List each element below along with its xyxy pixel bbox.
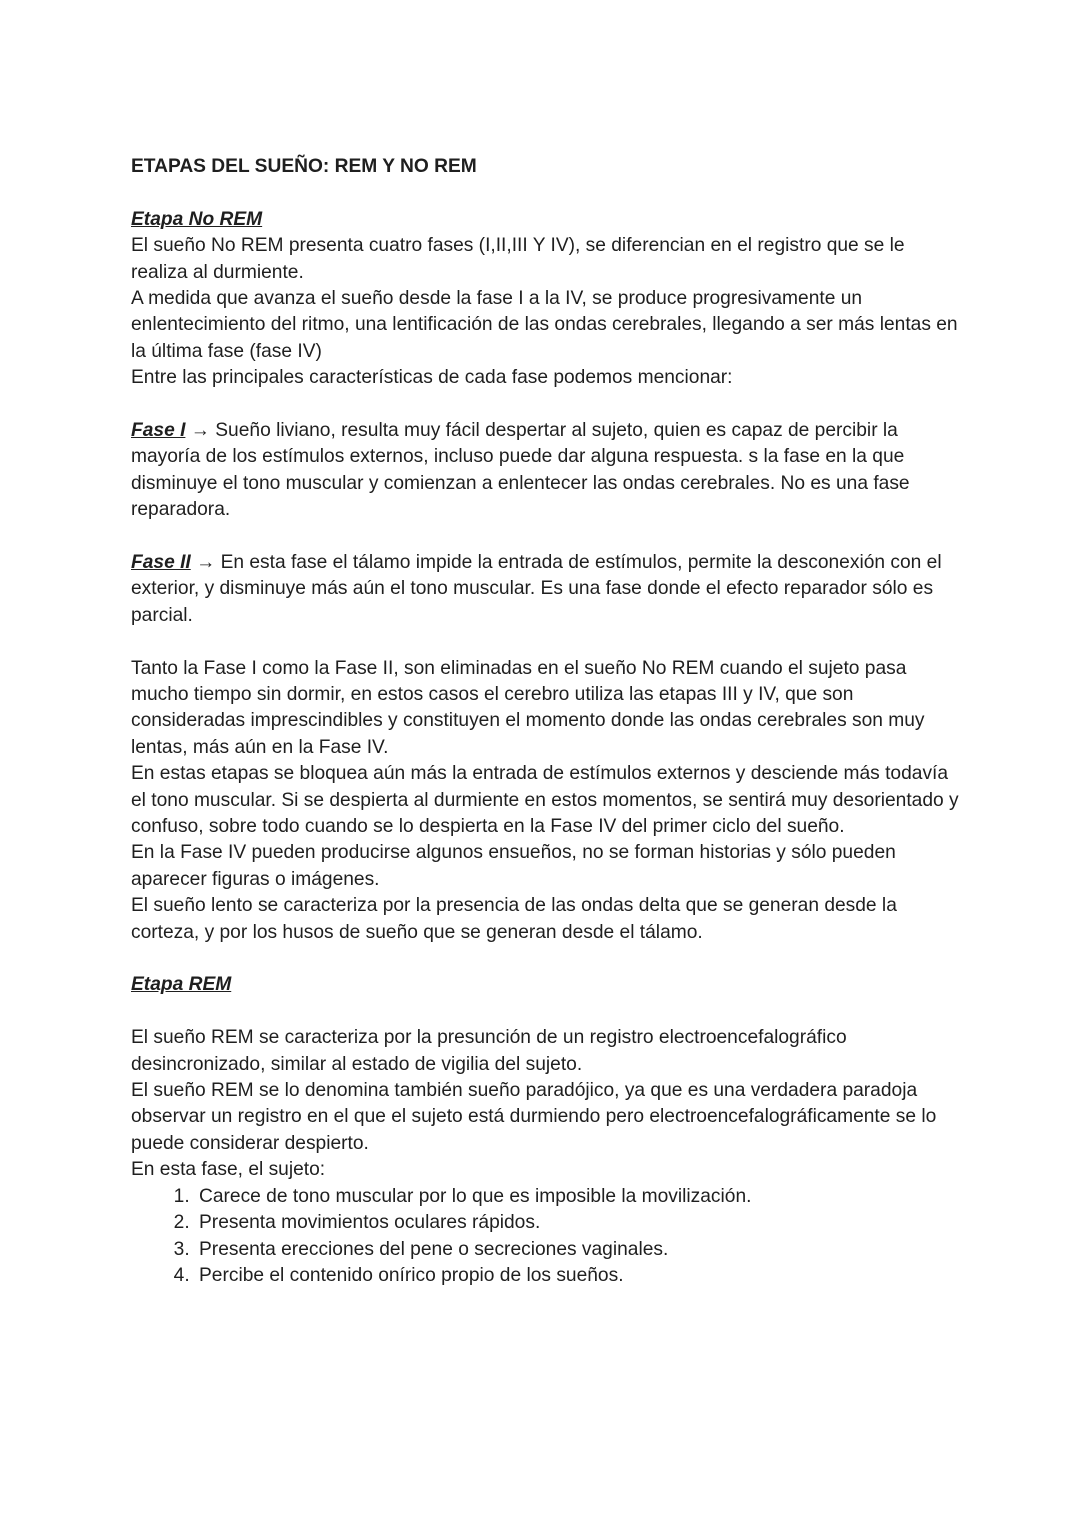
list-item: 4. Percibe el contenido onírico propio de los sueños. — [195, 1263, 961, 1289]
rem-characteristics-list — [131, 1184, 961, 1290]
blank-line — [131, 999, 961, 1025]
blank-line — [131, 629, 961, 655]
section-heading-no-rem: Etapa No REM — [131, 208, 263, 230]
paragraph: En estas etapas se bloquea aún más la entrada de estímulos externos y desciende más todavía el tono muscular. Si se despierta al durmiente en estos momentos, se sentirá muy desorientado y confuso, sobre todo cuando se lo despierta en la Fase IV del primer ciclo del sueño. — [131, 763, 959, 838]
fase-1-text: → Sueño liviano, resulta muy fácil despertar al sujeto, quien es capaz de percibir la mayoría de los estímulos externos, incluso puede dar alguna respuesta. s la fase en la que disminuye el tono muscular y comienzan a enlentecer las ondas cerebrales. No es una fase reparadora. — [131, 420, 910, 521]
list-item: 2. Presenta movimientos oculares rápidos. — [195, 1210, 961, 1236]
paragraph: Entre las principales características de cada fase podemos mencionar: — [131, 367, 733, 389]
fase-2-paragraph — [131, 550, 961, 629]
paragraph: El sueño REM se lo denomina también sueño paradójico, ya que es una verdadera paradoja observar un registro en el que el sujeto está durmiendo pero electroencefalográficamente se lo puede considerar despierto. — [131, 1080, 937, 1154]
fase-2-label: Fase II — [131, 552, 191, 574]
section-heading-rem: Etapa REM — [131, 974, 232, 996]
paragraph: En la Fase IV pueden producirse algunos ensueños, no se forman historias y sólo pueden aparecer figuras o imágenes. — [131, 842, 896, 890]
document-title: ETAPAS DEL SUEÑO: REM Y NO REM — [131, 156, 477, 177]
fase-1-label: Fase I — [131, 420, 186, 441]
paragraph: En esta fase, el sujeto: — [131, 1159, 326, 1181]
paragraph: A medida que avanza el sueño desde la fase I a la IV, se produce progresivamente un enlentecimiento del ritmo, una lentificación de las ondas cerebrales, llegando a ser más lentas en la última fase (fase IV) — [131, 287, 958, 362]
list-item: 1. Carece de tono muscular por lo que es imposible la movilización. — [195, 1184, 961, 1210]
list-item: 3. Presenta erecciones del pene o secreciones vaginales. — [195, 1237, 961, 1263]
blank-line — [131, 392, 961, 418]
blank-line — [131, 946, 961, 972]
paragraph: El sueño REM se caracteriza por la presunción de un registro electroencefalográfico desincronizado, similar al estado de vigilia del sujeto. — [131, 1027, 847, 1075]
blank-line — [131, 524, 961, 550]
paragraph: Tanto la Fase I como la Fase II, son eliminadas en el sueño No REM cuando el sujeto pasa mucho tiempo sin dormir, en estos casos el cerebro utiliza las etapas III y IV, que son consideradas imprescindibles y constituyen el momento donde las ondas cerebrales son muy lentas, más aún en la Fase IV. — [131, 657, 925, 758]
fase-2-text: → En esta fase el tálamo impide la entrada de estímulos, permite la desconexión con el exterior, y disminuye más aún el tono muscular. Es una fase donde el efecto reparador sólo es parcial. — [131, 552, 942, 626]
fase-1-paragraph — [131, 418, 961, 524]
blank-line — [131, 180, 961, 206]
document-page — [131, 154, 961, 1289]
paragraph: El sueño No REM presenta cuatro fases (I,II,III Y IV), se diferencian en el registro que se le realiza al durmiente. — [131, 235, 905, 283]
paragraph: El sueño lento se caracteriza por la presencia de las ondas delta que se generan desde la corteza, y por los husos de sueño que se generan desde el tálamo. — [131, 895, 897, 943]
